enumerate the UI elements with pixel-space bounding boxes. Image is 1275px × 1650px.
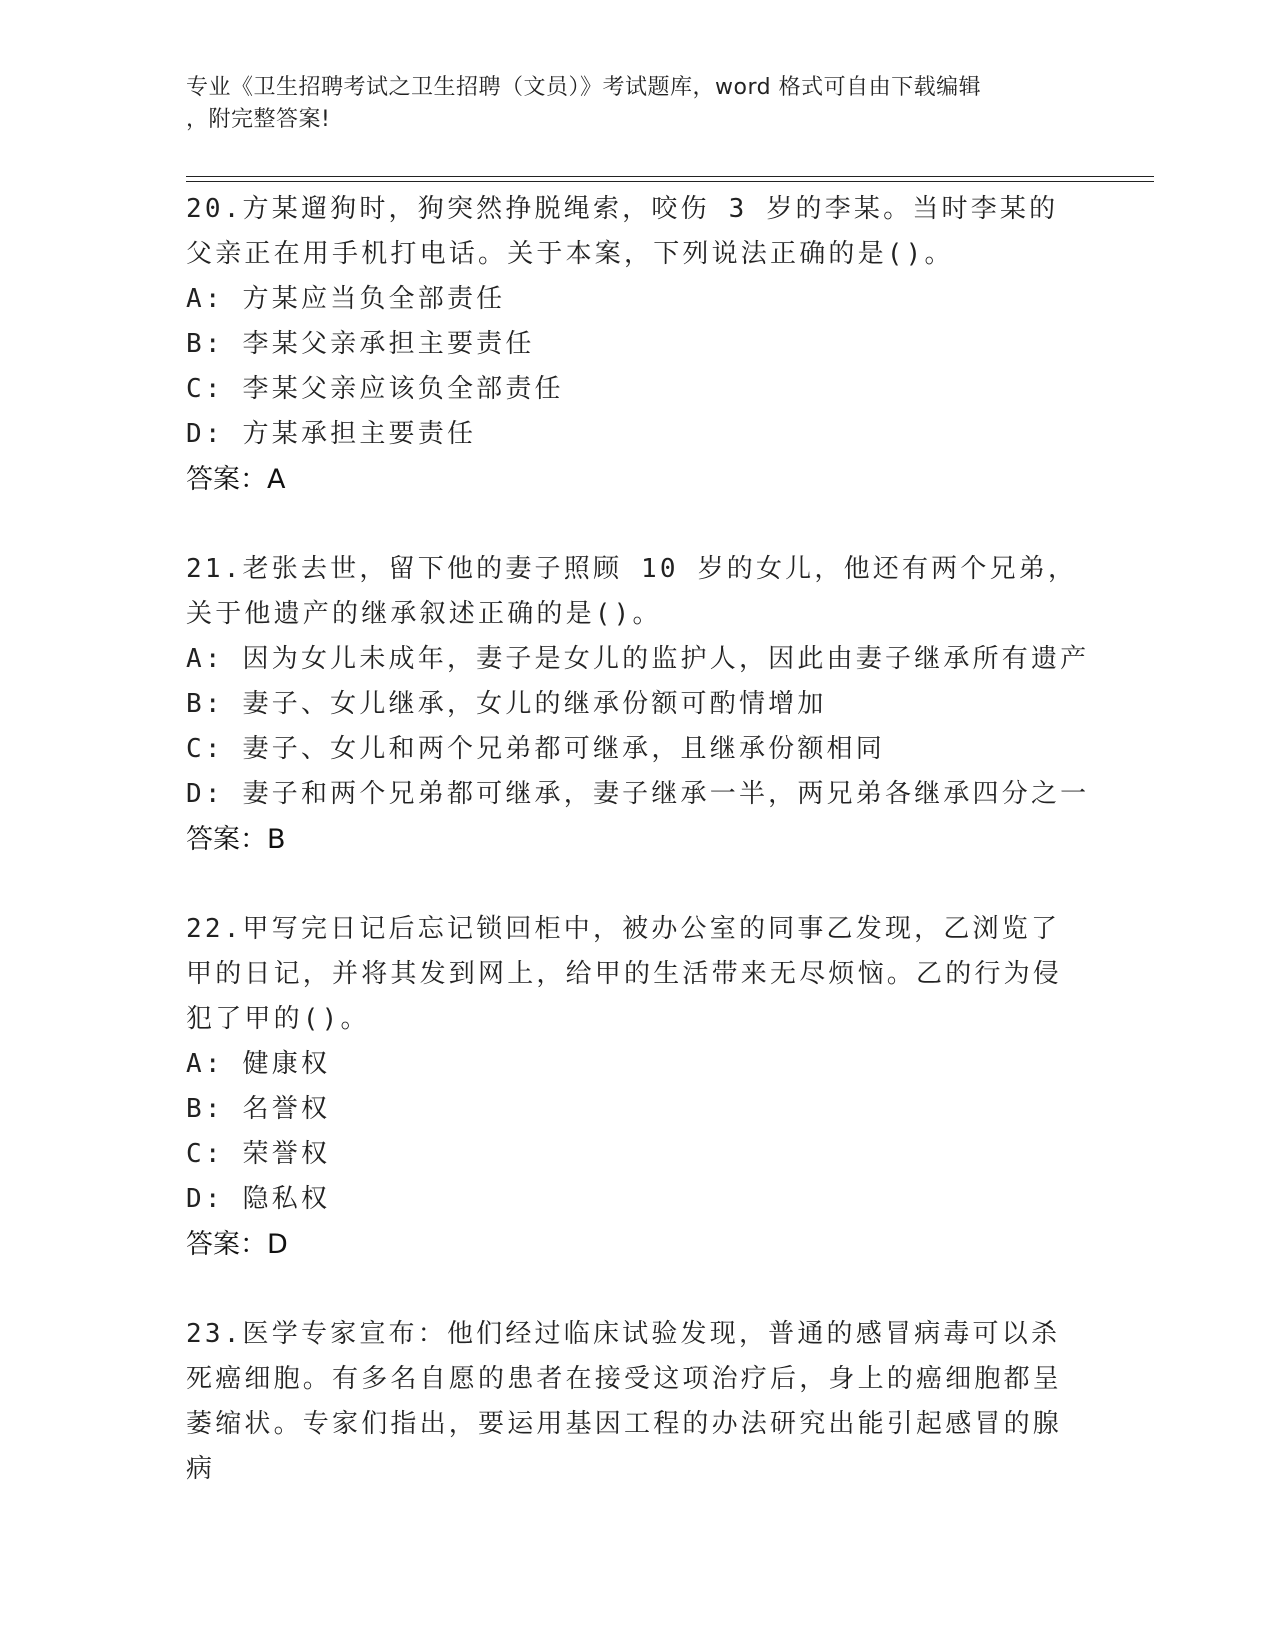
option-c: C: 妻子、女儿和两个兄弟都可继承，且继承份额相同 xyxy=(186,734,885,764)
question-20 xyxy=(186,187,1086,502)
option-b: B: 名誉权 xyxy=(186,1094,331,1124)
document-header xyxy=(186,72,1066,136)
header-divider-top xyxy=(186,176,1154,177)
question-list xyxy=(186,187,1090,1492)
option-d: D: 妻子和两个兄弟都可继承，妻子继承一半，两兄弟各继承四分之一 xyxy=(186,779,1090,809)
option-a: A: 因为女儿未成年，妻子是女儿的监护人，因此由妻子继承所有遗产 xyxy=(186,644,1090,674)
question-text: 21.老张去世，留下他的妻子照顾 10 岁的女儿，他还有两个兄弟，关于他遗产的继承叙述正确的是()。 xyxy=(186,554,1078,629)
option-a: A: 健康权 xyxy=(186,1049,331,1079)
question-22 xyxy=(186,907,1086,1267)
option-c: C: 李某父亲应该负全部责任 xyxy=(186,374,564,404)
header-title-line1: 专业《卫生招聘考试之卫生招聘（文员）》考试题库，word 格式可自由下载编辑 xyxy=(186,75,982,100)
option-d: D: 隐私权 xyxy=(186,1184,331,1214)
question-spacer xyxy=(186,862,1086,907)
answer-line: 答案：B xyxy=(186,824,286,855)
question-23 xyxy=(186,1312,1086,1492)
option-a: A: 方某应当负全部责任 xyxy=(186,284,506,314)
header-divider-bottom xyxy=(186,181,1154,182)
question-text: 23.医学专家宣布：他们经过临床试验发现，普通的感冒病毒可以杀死癌细胞。有多名自愿的患者在接受这项治疗后，身上的癌细胞都呈萎缩状。专家们指出，要运用基因工程的办法研究出能引起感冒的腺病 xyxy=(186,1319,1063,1484)
header-title-line2: ，附完整答案! xyxy=(186,107,331,132)
option-b: B: 妻子、女儿继承，女儿的继承份额可酌情增加 xyxy=(186,689,827,719)
option-b: B: 李某父亲承担主要责任 xyxy=(186,329,535,359)
answer-line: 答案：D xyxy=(186,1229,288,1260)
option-d: D: 方某承担主要责任 xyxy=(186,419,477,449)
option-c: C: 荣誉权 xyxy=(186,1139,331,1169)
question-spacer xyxy=(186,1267,1086,1312)
question-spacer xyxy=(186,502,1086,547)
question-text: 22.甲写完日记后忘记锁回柜中，被办公室的同事乙发现，乙浏览了甲的日记，并将其发到网上，给甲的生活带来无尽烦恼。乙的行为侵犯了甲的()。 xyxy=(186,914,1063,1034)
answer-line: 答案：A xyxy=(186,464,286,495)
question-21 xyxy=(186,547,1090,862)
question-text: 20.方某遛狗时，狗突然挣脱绳索，咬伤 3 岁的李某。当时李某的父亲正在用手机打电话。关于本案，下列说法正确的是()。 xyxy=(186,194,1059,269)
